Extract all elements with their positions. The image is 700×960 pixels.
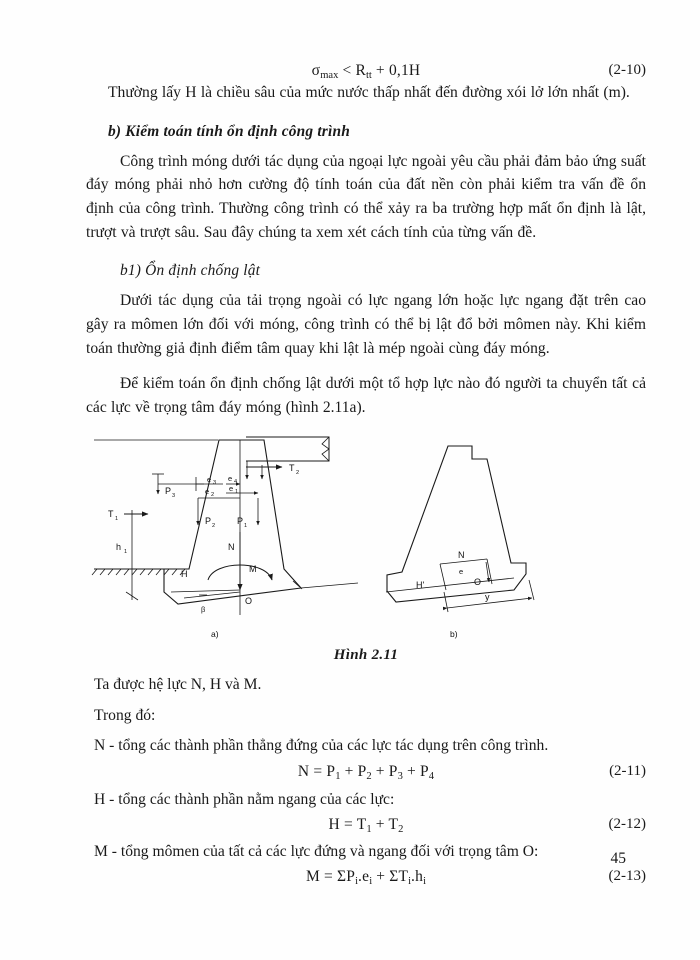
fig-a-label-e2-sub: 2 (211, 491, 215, 498)
fig-b-y-tick-left (444, 592, 448, 612)
fig-a-label-P3-sub: 3 (172, 492, 176, 499)
fig-a-label-P3: P (165, 485, 172, 496)
equation-2-12: $H = T_1 + T_2$ (328, 815, 404, 835)
line-trong-do: Trong đó: (94, 706, 156, 724)
fig-b-label-O: O (474, 576, 482, 587)
equation-2-10-row (86, 62, 646, 81)
paragraph-b1-2: Để kiểm toán ổn định chống lật dưới một tổ hợp lực nào đó người ta chuyển tất cả các lực về trọng tâm đáy móng (hình 2.11a). (86, 375, 646, 417)
fig-b-label-e: e (459, 566, 464, 576)
fig-a-label-e1: e (229, 483, 234, 493)
equation-2-11: $N = P_1 + P_2 + P_3 + P_4$ (297, 762, 435, 782)
fig-a-label-T1-sub: 1 (115, 515, 119, 522)
fig-a-label-e2: e (205, 486, 210, 496)
fig-a-label-O: O (245, 595, 253, 606)
fig-b-label-H: H' (416, 579, 425, 590)
equation-2-10-rest: < $R_{tt} + 0,1H$ (342, 62, 421, 81)
heading-b1: b1) Ổn định chống lật (120, 262, 261, 280)
fig-a-label-T2: T (289, 462, 295, 473)
fig-a-label-N: N (228, 541, 235, 552)
figure-a-caption: a) (211, 628, 219, 639)
paragraph-after-eq-2-10: Thường lấy H là chiều sâu của mức nước thấp nhất đến đường xói lở lớn nhất (m). (108, 83, 630, 101)
fig-b-base-line (386, 578, 514, 592)
fig-a-label-P1-sub: 1 (244, 522, 248, 529)
heading-b: b) Kiểm toán tính ổn định công trình (108, 122, 350, 140)
fig-a-ground-hatching (92, 569, 185, 575)
equation-2-10-number: (2-10) (608, 62, 646, 78)
fig-a-label-e1-sub: 1 (235, 488, 239, 495)
fig-b-y-tick-right (529, 580, 534, 600)
equation-2-11-number: (2-11) (609, 762, 646, 779)
figure-b-caption: b) (450, 628, 458, 639)
equation-2-10 (86, 62, 646, 81)
equation-2-12-number: (2-12) (608, 815, 646, 832)
fig-a-label-P1: P (237, 515, 244, 526)
definition-H: H - tổng các thành phần nằm ngang của các lực: (94, 790, 395, 808)
fig-a-label-T2-sub: 2 (296, 469, 300, 476)
sigma-max-symbol: $\sigma_{max}$ (311, 62, 339, 81)
fig-a-label-e3-sub: 3 (213, 479, 217, 486)
figure-a-group (92, 437, 358, 639)
fig-b-label-y: y (485, 591, 490, 602)
definition-N: N - tổng các thành phần thẳng đứng của các lực tác dụng trên công trình. (94, 737, 549, 755)
fig-a-label-T1: T (108, 508, 114, 519)
paragraph-b1-1: Dưới tác dụng của tải trọng ngoài có lực ngang lớn hoặc lực ngang đặt trên cao gây ra mômen lớn đối với móng, công trình có thể bị lật đổ bởi mômen này. Khi kiểm toán thường giả định điểm tâm quay khi lật là mép ngoài cùng đáy móng. (86, 292, 646, 357)
fig-a-label-h1-sub: 1 (124, 548, 128, 555)
fig-a-deck-break-symbol (322, 437, 329, 461)
fig-a-label-beta: β (201, 604, 206, 614)
fig-a-base-horizontal (171, 590, 240, 592)
fig-a-label-H: H (181, 568, 188, 579)
equation-2-13-row (86, 868, 646, 887)
fig-b-label-N: N (458, 549, 465, 560)
fig-a-right-wedge (293, 581, 302, 589)
equation-2-13: $M = \Sigma P_i.e_i + \Sigma T_i.h_i$ (305, 868, 427, 888)
fig-a-label-P2: P (205, 515, 212, 526)
fig-a-deck-box (246, 437, 329, 461)
fig-a-label-h1: h (116, 541, 122, 552)
fig-b-y-dim (447, 598, 532, 608)
fig-a-pier-outline (164, 440, 301, 604)
page-content (86, 62, 646, 887)
equation-2-11-row (86, 763, 646, 782)
definition-M: M - tổng mômen của tất cả các lực đứng và ngang đối với trọng tâm O: (94, 843, 539, 861)
equation-2-13-number: (2-13) (608, 868, 646, 885)
fig-a-label-P2-sub: 2 (212, 522, 216, 529)
fig-a-right-ground-line (301, 583, 358, 588)
figure-b-group (386, 446, 534, 639)
figure-caption: Hình 2.11 (333, 646, 399, 663)
fig-a-label-M: M (249, 563, 257, 574)
figure-2-11 (86, 432, 646, 647)
page-number: 45 (610, 850, 626, 867)
fig-a-label-e3: e (207, 474, 212, 484)
equation-2-12-row (86, 816, 646, 835)
paragraph-b: Công trình móng dưới tác dụng của ngoại lực ngoài yêu cầu phải đảm bảo ứng suất đáy móng phải nhỏ hơn cường độ tính toán của đất nền còn phải kiểm tra vấn đề ổn định của công trình. Thường công trình có thể xảy ra ba trường hợp mất ổn định là lật, trượt và trượt sâu. Sau đây chúng ta xem xét cách tính của từng vấn đề. (86, 152, 646, 241)
fig-a-label-e4: e (228, 473, 233, 483)
line-he-luc: Ta được hệ lực N, H và M. (94, 675, 262, 693)
fig-a-label-e4-sub: 4 (234, 478, 238, 485)
